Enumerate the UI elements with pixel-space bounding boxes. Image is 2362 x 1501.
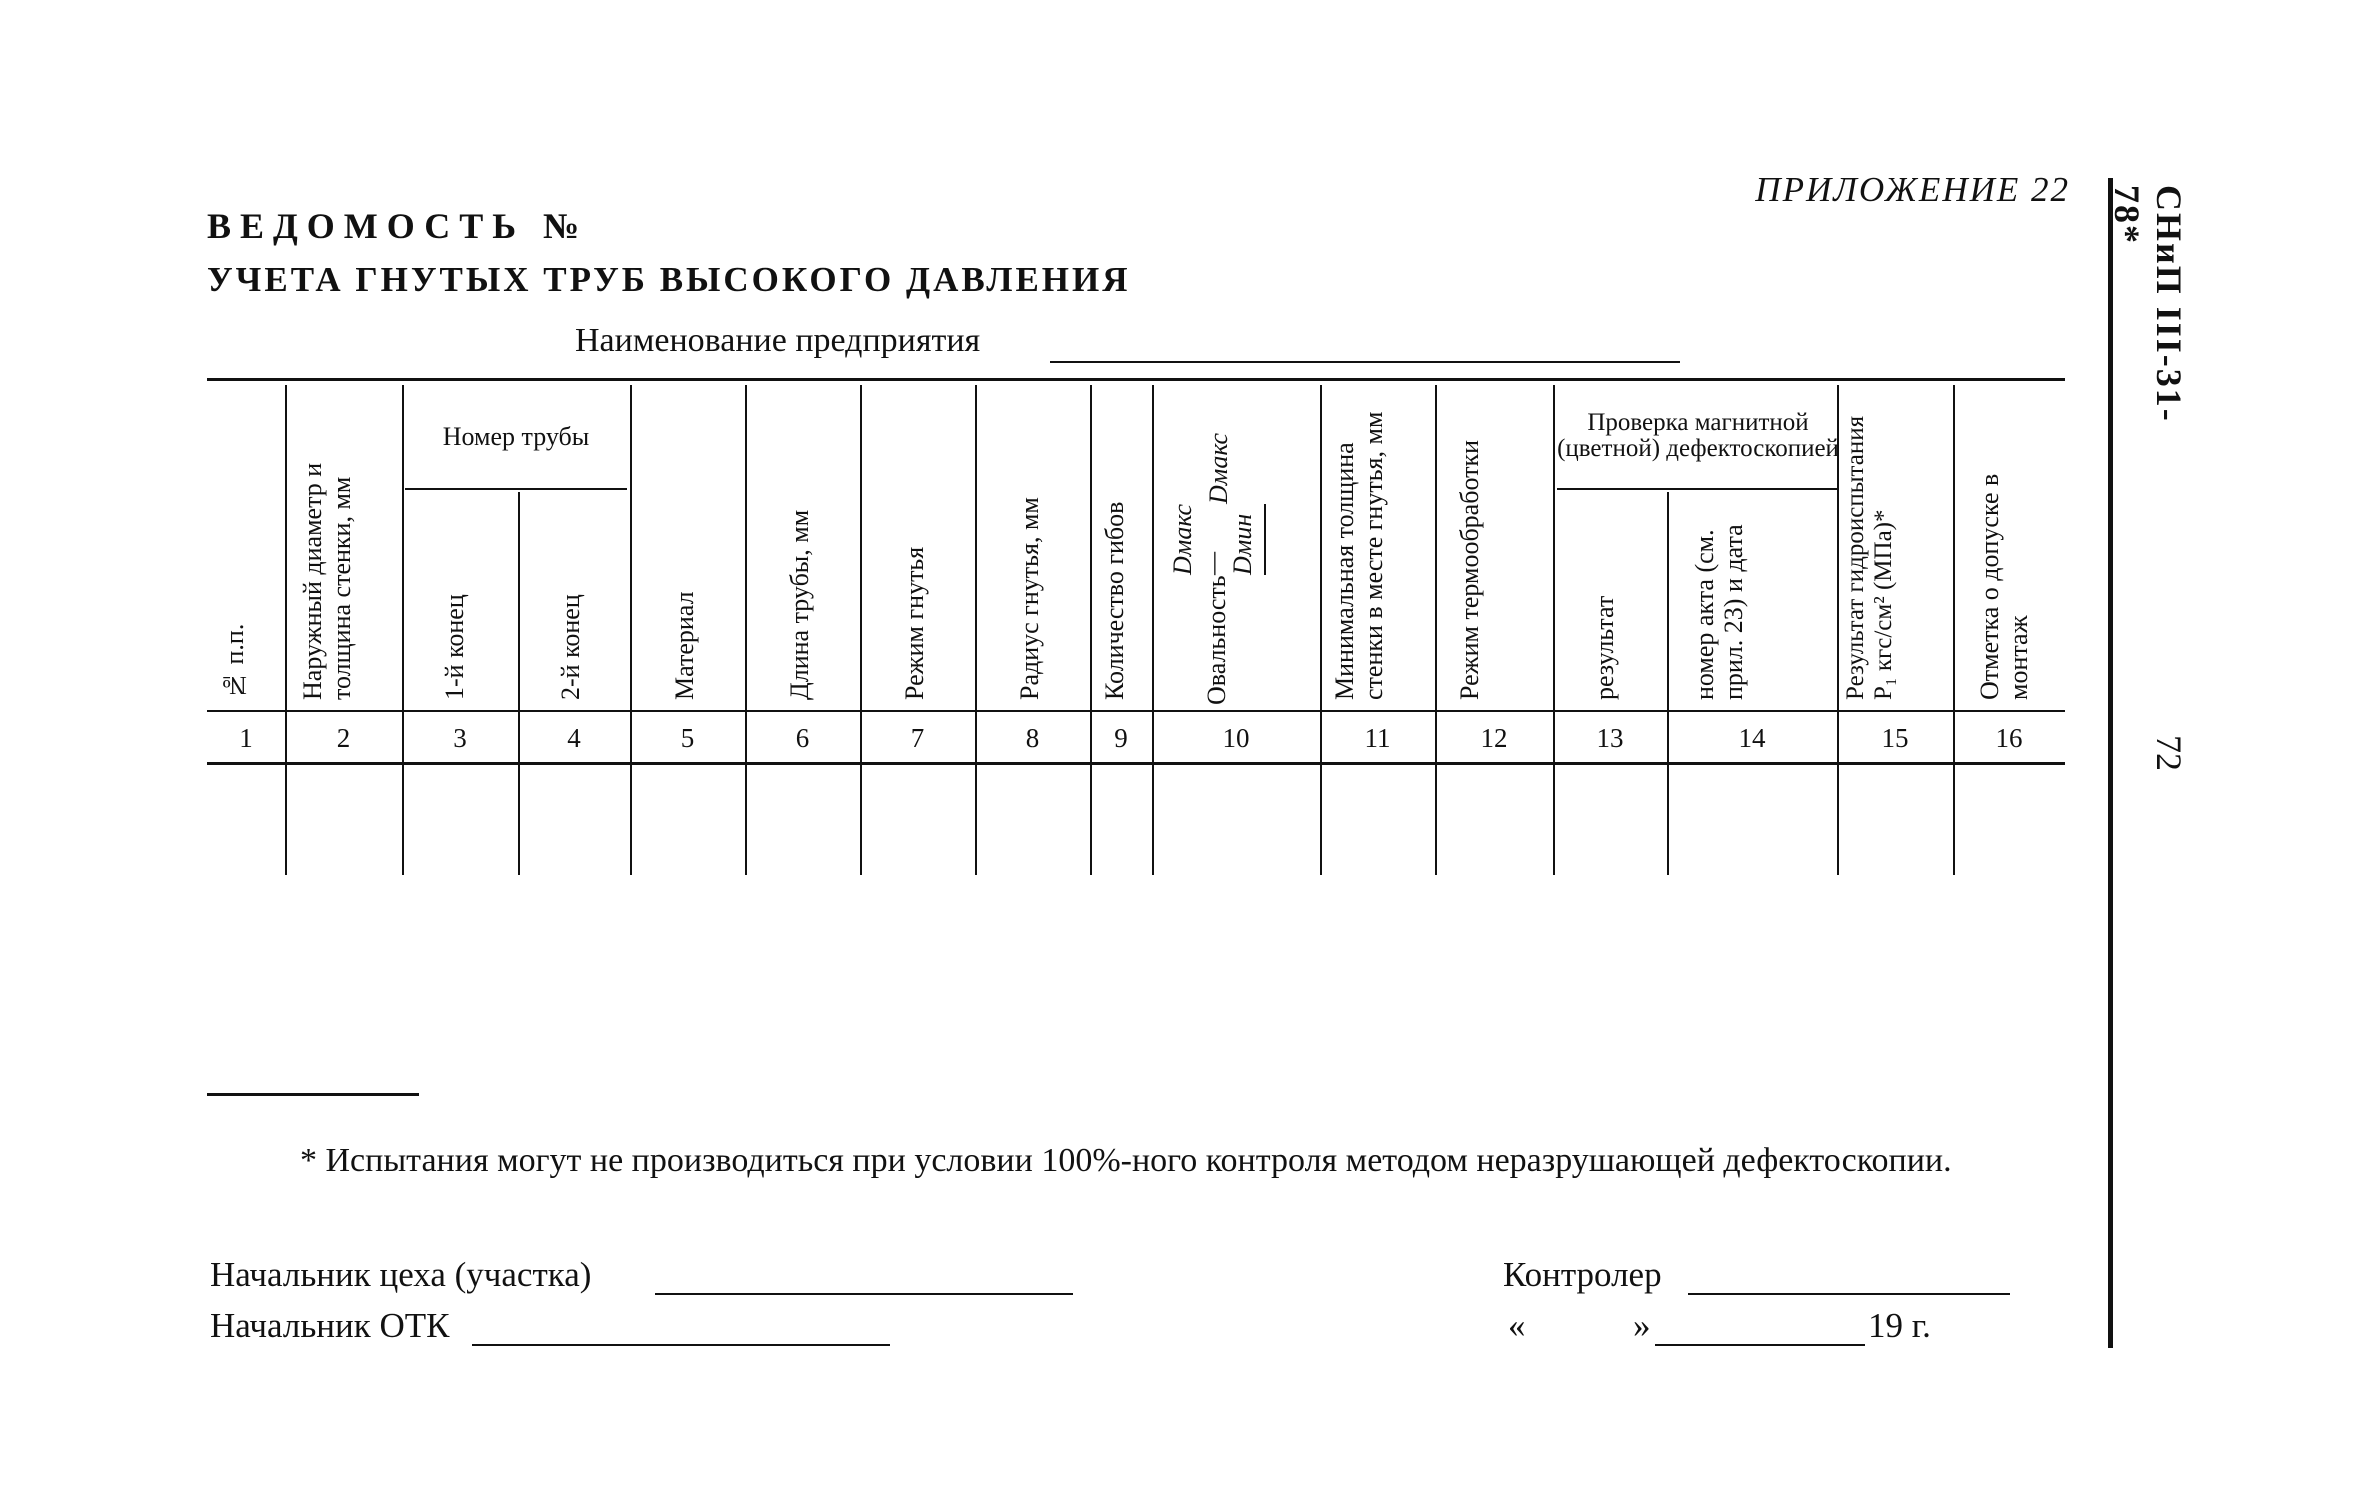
enterprise-field[interactable]	[1050, 361, 1680, 363]
col-header-bending-radius: Радиус гнутья, мм	[1015, 497, 1044, 700]
enterprise-label: Наименование предприятия	[575, 322, 981, 359]
col-header-installation-mark: Отметка о допуске в монтаж	[1975, 473, 2034, 700]
col-header-ovality	[1168, 433, 1266, 705]
col-header-bend-count: Количество гибов	[1100, 501, 1129, 700]
date-close-quote: »	[1633, 1306, 1651, 1345]
col-header-row-number: № п.п.	[220, 623, 249, 700]
year-suffix: 19 г.	[1868, 1306, 1931, 1345]
ovality-numerator: Dмакс—Dмин	[1168, 504, 1266, 575]
col-header-heat-treatment: Режим термообработки	[1455, 439, 1484, 700]
standard-code: СНиП III-31-78*	[2107, 185, 2189, 423]
date-field[interactable]	[1655, 1344, 1865, 1346]
col-header-diameter: Наружный диаметр и толщина стенки, мм	[298, 462, 357, 700]
page-number: 72	[2149, 735, 2189, 771]
shop-head-label: Начальник цеха (участка)	[210, 1255, 592, 1294]
col-number: 13	[1596, 722, 1624, 753]
appendix-label: ПРИЛОЖЕНИЕ 22	[1755, 170, 2070, 209]
col-header-end-2: 2-й конец	[556, 594, 585, 700]
ovality-denominator: Dмакс	[1204, 433, 1233, 505]
col-number: 9	[1114, 722, 1128, 753]
col-number: 7	[910, 722, 925, 753]
ovality-label: Овальность	[1202, 575, 1231, 705]
table-top-rule	[207, 378, 2065, 381]
col-header-material: Материал	[670, 591, 699, 700]
col-header-defect-check: Проверка магнитной (цветной) дефектоскопией	[1557, 408, 1839, 462]
qc-head-label: Начальник ОТК	[210, 1306, 450, 1345]
col-number: 11	[1364, 722, 1391, 753]
controller-signature-field[interactable]	[1688, 1293, 2010, 1295]
col-number: 1	[239, 722, 253, 753]
col-number: 5	[680, 722, 695, 753]
col-divider	[1435, 385, 1437, 875]
col-header-end-1: 1-й конец	[440, 594, 469, 700]
col-divider	[1320, 385, 1322, 875]
col-number: 3	[453, 722, 467, 753]
col-divider	[518, 492, 520, 875]
document-subtitle: УЧЕТА ГНУТЫХ ТРУБ ВЫСОКОГО ДАВЛЕНИЯ	[207, 260, 1131, 299]
footnote: * Испытания могут не производиться при условии 100%-ного контроля методом неразрушающей дефектоскопии.	[300, 1142, 1952, 1179]
col-divider	[1667, 492, 1669, 875]
group-rule-defect-check	[1557, 488, 1839, 490]
header-bottom-rule	[207, 710, 2065, 712]
col-divider	[402, 385, 404, 875]
col-number: 10	[1222, 722, 1250, 753]
shop-head-signature-field[interactable]	[655, 1293, 1073, 1295]
col-number: 6	[795, 722, 810, 753]
col-number: 12	[1480, 722, 1508, 753]
col-header-pipe-length: Длина трубы, мм	[785, 509, 814, 700]
col-divider	[630, 385, 632, 875]
col-header-min-wall: Минимальная толщина стенки в месте гнутья, мм	[1330, 411, 1389, 700]
col-divider	[975, 385, 977, 875]
footnote-rule	[207, 1093, 419, 1096]
numbers-bottom-rule	[207, 762, 2065, 765]
margin-rule	[2108, 178, 2113, 1348]
col-divider	[1553, 385, 1555, 875]
col-divider	[1090, 385, 1092, 875]
group-rule-pipe-number	[405, 488, 627, 490]
col-number: 15	[1881, 722, 1909, 753]
col-header-pipe-number: Номер трубы	[442, 422, 590, 452]
controller-label: Контролер	[1503, 1255, 1662, 1294]
document-title: ВЕДОМОСТЬ №	[207, 206, 589, 246]
col-header-act-number: номер акта (см. прил. 23) и дата	[1690, 524, 1749, 700]
col-header-result: результат	[1590, 595, 1619, 700]
col-number: 4	[567, 722, 581, 753]
col-number: 16	[1995, 722, 2023, 753]
col-header-bending-mode: Режим гнутья	[900, 546, 929, 700]
col-divider	[285, 385, 287, 875]
col-divider	[1953, 385, 1955, 875]
col-divider	[1152, 385, 1154, 875]
col-number: 2	[336, 722, 351, 753]
qc-head-signature-field[interactable]	[472, 1344, 890, 1346]
col-header-hydrotest: Результат гидроиспытания P₁ кгс/см² (МПа)*	[1842, 415, 1897, 700]
date-open-quote: «	[1508, 1306, 1526, 1345]
col-number: 14	[1738, 722, 1766, 753]
col-divider	[860, 385, 862, 875]
col-divider	[745, 385, 747, 875]
col-number: 8	[1025, 722, 1040, 753]
